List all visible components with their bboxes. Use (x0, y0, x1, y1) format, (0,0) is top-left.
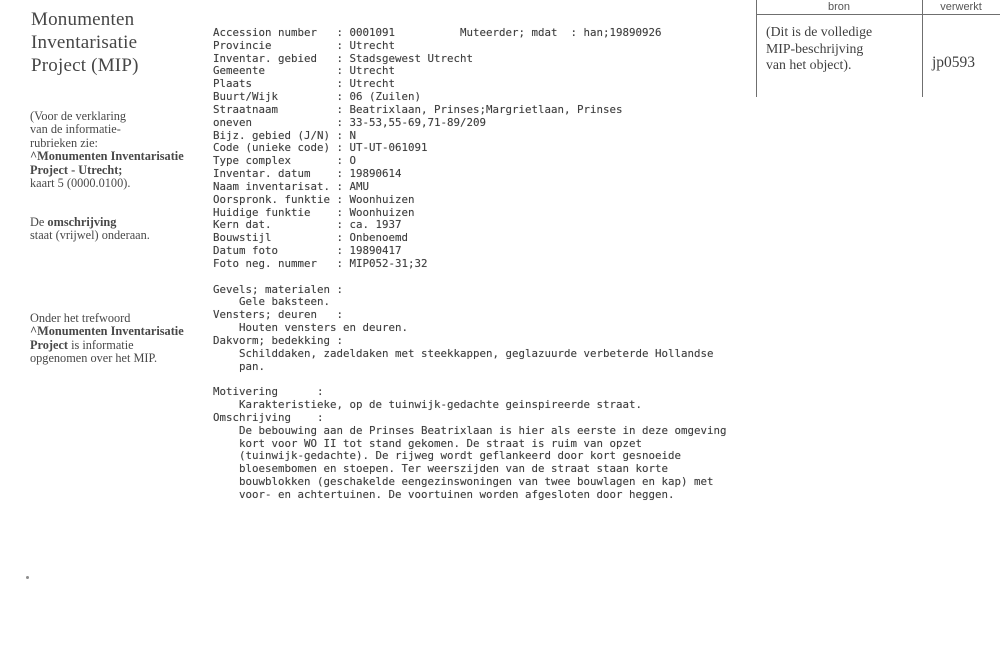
scan-artifact-dot (26, 576, 29, 579)
text-line: bouwblokken (geschakelde eengezinswoningen van twee bouwlagen en kap) met (213, 474, 714, 488)
bold-text-segment: ^Monumenten Inventarisatie (30, 324, 184, 339)
text-line: Monumenten (31, 9, 135, 30)
text-line (30, 216, 215, 229)
text-line (30, 123, 215, 136)
sidebar-note-omschrijving (30, 216, 215, 243)
text-line (30, 110, 215, 123)
sidebar-note-trefwoord (30, 312, 215, 366)
text-line: Datum foto : 19890417 (213, 244, 402, 258)
stamp-header-bron: bron (827, 1, 851, 13)
text-line: Inventar. datum : 19890614 (213, 167, 402, 181)
bold-text-segment: Project (30, 337, 69, 352)
text-line (30, 177, 215, 190)
text-line: Plaats : Utrecht (213, 77, 396, 91)
text-line: Bijz. gebied (J/N) : N (213, 128, 357, 142)
text-line (30, 352, 215, 365)
text-line (30, 339, 215, 352)
text-line: Vensters; deuren : (213, 308, 344, 322)
stamp-table (756, 0, 1000, 97)
text-line (30, 325, 215, 338)
bold-text-segment: omschrijving (47, 215, 117, 229)
text-line: Gele baksteen. (213, 295, 331, 309)
stamp-verwerkt-value: jp0593 (932, 54, 976, 71)
text-line (213, 271, 727, 284)
text-line (30, 137, 215, 150)
text-line: pan. (213, 359, 266, 373)
text-line: Dakvorm; bedekking : (213, 333, 344, 347)
text-segment: kaart 5 (0000.0100). (30, 176, 131, 191)
text-segment: van de informatie- (30, 122, 121, 137)
text-line: Buurt/Wijk : 06 (Zuilen) (213, 90, 422, 104)
text-segment: (Voor de verklaring (30, 109, 127, 123)
text-line: Inventarisatie (31, 32, 138, 53)
text-line: (tuinwijk-gedachte). De rijweg wordt geflankeerd door kort gesnoeide (213, 449, 682, 463)
text-line: van het object). (766, 57, 852, 73)
text-line: Gemeente : Utrecht (213, 64, 396, 78)
text-line: Provincie : Utrecht (213, 38, 396, 52)
text-line: Foto neg. nummer : MIP052-31;32 (213, 256, 428, 270)
text-line: (Dit is de volledige (766, 24, 873, 39)
text-line: MIP-beschrijving (766, 40, 864, 56)
text-line: bloesembomen en stoepen. Ter weerszijden van de straat staan korte (213, 462, 669, 476)
text-line: Kern dat. : ca. 1937 (213, 218, 402, 232)
text-segment: rubrieken zie: (30, 135, 98, 150)
text-line: Omschrijving : (213, 410, 324, 424)
text-line: Project (MIP) (31, 55, 139, 76)
text-segment: Onder het trefwoord (30, 311, 131, 325)
record-text-block (213, 27, 727, 502)
text-line: Inventar. gebied : Stadsgewest Utrecht (213, 51, 474, 65)
text-segment: De (30, 215, 48, 229)
text-line: oneven : 33-53,55-69,71-89/209 (213, 115, 487, 129)
bold-text-segment: ^Monumenten Inventarisatie (30, 149, 184, 164)
text-segment: opgenomen over het MIP. (30, 351, 158, 366)
text-segment: staat (vrijwel) onderaan. (30, 228, 150, 243)
text-line: Gevels; materialen : (213, 282, 344, 296)
text-line (30, 164, 215, 177)
text-line: Naam inventarisat. : AMU (213, 179, 370, 193)
text-line (30, 229, 215, 242)
text-line: Schilddaken, zadeldaken met steekkappen, geglazuurde verbeterde Hollandse (213, 346, 714, 360)
text-line: kort voor WO II tot stand gekomen. De straat is ruim van opzet (213, 436, 643, 450)
text-line: Huidige funktie : Woonhuizen (213, 205, 415, 219)
text-line: Straatnaam : Beatrixlaan, Prinses;Margrietlaan, Prinses (213, 102, 623, 116)
text-line: Accession number : 0001091 Muteerder; mdat : han;19890926 (213, 26, 662, 39)
text-line: Type complex : O (213, 154, 357, 168)
text-line: Karakteristieke, op de tuinwijk-gedachte geinspireerde straat. (213, 398, 643, 412)
stamp-bron-note (766, 24, 918, 74)
bold-text-segment: Project - Utrecht; (30, 162, 123, 177)
stamp-header-verwerkt: verwerkt (940, 1, 982, 13)
text-line: De bebouwing aan de Prinses Beatrixlaan is hier als eerste in deze omgeving (213, 423, 727, 437)
text-line: voor- en achtertuinen. De voortuinen worden afgesloten door heggen. (213, 487, 675, 501)
text-line: Bouwstijl : Onbenoemd (213, 231, 409, 245)
text-segment: is informatie (68, 337, 134, 352)
stamp-table-header-rule (756, 14, 1000, 15)
text-line (30, 150, 215, 163)
text-line: Motivering : (213, 385, 324, 399)
text-line (30, 312, 215, 325)
sidebar-note-explanation (30, 110, 215, 190)
text-line: Code (unieke code) : UT-UT-061091 (213, 141, 428, 155)
text-line: Houten vensters en deuren. (213, 321, 409, 335)
text-line: Oorspronk. funktie : Woonhuizen (213, 192, 415, 206)
document-title (31, 8, 211, 77)
